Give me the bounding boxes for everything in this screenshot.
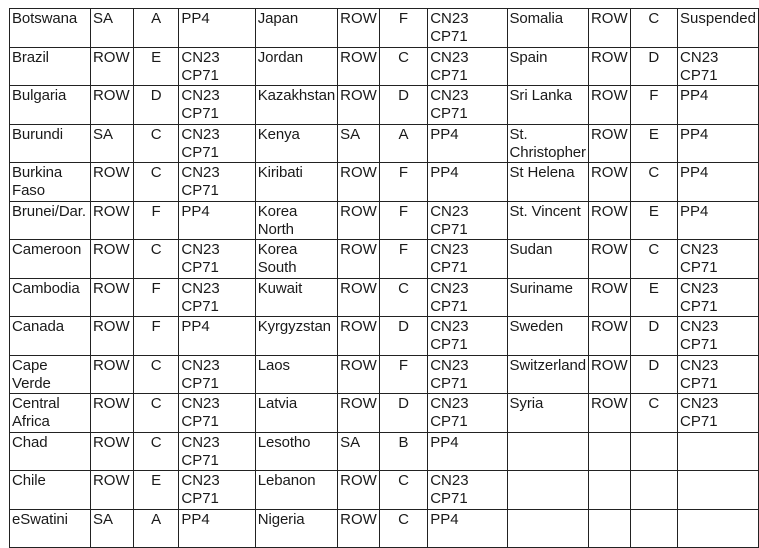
- form-cell: PP4: [428, 509, 507, 548]
- region-cell: ROW: [338, 240, 380, 279]
- form-cell: CN23 CP71: [678, 394, 759, 433]
- form-cell: CN23 CP71: [179, 278, 255, 317]
- table-row: [10, 394, 759, 433]
- country-cell: Latvia: [255, 394, 337, 433]
- form-cell: CN23 CP71: [179, 86, 255, 125]
- country-cell: St. Vincent: [507, 201, 588, 240]
- country-cell: [507, 509, 588, 548]
- region-cell: ROW: [588, 163, 630, 202]
- form-cell: CN23 CP71: [179, 163, 255, 202]
- group-cell: F: [133, 201, 178, 240]
- country-cell: Japan: [255, 9, 337, 48]
- form-cell: PP4: [179, 201, 255, 240]
- country-cell: Kuwait: [255, 278, 337, 317]
- region-cell: ROW: [338, 355, 380, 394]
- group-cell: E: [630, 124, 677, 163]
- group-cell: F: [379, 355, 427, 394]
- region-cell: [588, 509, 630, 548]
- region-cell: ROW: [338, 9, 380, 48]
- table-row: [10, 201, 759, 240]
- group-cell: [630, 432, 677, 471]
- form-cell: Suspended: [678, 9, 759, 48]
- country-cell: Sri Lanka: [507, 86, 588, 125]
- country-cell: Lebanon: [255, 471, 337, 510]
- country-cell: Lesotho: [255, 432, 337, 471]
- form-cell: CN23 CP71: [179, 432, 255, 471]
- group-cell: F: [133, 317, 178, 356]
- group-cell: A: [379, 124, 427, 163]
- group-cell: F: [379, 201, 427, 240]
- country-cell: [507, 471, 588, 510]
- group-cell: C: [379, 278, 427, 317]
- group-cell: [630, 509, 677, 548]
- country-cell: Burundi: [10, 124, 91, 163]
- country-cell: Brunei/Dar.: [10, 201, 91, 240]
- region-cell: ROW: [90, 47, 133, 86]
- group-cell: C: [133, 432, 178, 471]
- form-cell: CN23 CP71: [179, 355, 255, 394]
- group-cell: E: [630, 201, 677, 240]
- region-cell: ROW: [588, 124, 630, 163]
- group-cell: C: [133, 124, 178, 163]
- country-cell: [507, 432, 588, 471]
- region-cell: ROW: [338, 471, 380, 510]
- country-cell: Jordan: [255, 47, 337, 86]
- region-cell: ROW: [338, 201, 380, 240]
- country-cell: Syria: [507, 394, 588, 433]
- country-cell: Sudan: [507, 240, 588, 279]
- table-row: [10, 86, 759, 125]
- region-cell: SA: [338, 432, 380, 471]
- group-cell: A: [133, 509, 178, 548]
- country-cell: Switzerland: [507, 355, 588, 394]
- country-cell: Kiribati: [255, 163, 337, 202]
- table-row: [10, 240, 759, 279]
- region-cell: ROW: [90, 317, 133, 356]
- group-cell: E: [133, 471, 178, 510]
- form-cell: CN23 CP71: [179, 124, 255, 163]
- country-cell: Kazakhstan: [255, 86, 337, 125]
- form-cell: CN23 CP71: [179, 47, 255, 86]
- region-cell: ROW: [90, 278, 133, 317]
- region-cell: ROW: [338, 47, 380, 86]
- table-row: [10, 124, 759, 163]
- form-cell: CN23 CP71: [678, 240, 759, 279]
- country-cell: Spain: [507, 47, 588, 86]
- table-row: [10, 432, 759, 471]
- form-cell: PP4: [428, 163, 507, 202]
- country-cell: Chad: [10, 432, 91, 471]
- form-cell: PP4: [678, 201, 759, 240]
- form-cell: CN23 CP71: [428, 394, 507, 433]
- group-cell: D: [630, 355, 677, 394]
- country-postal-table-container: [9, 8, 759, 548]
- country-cell: Korea North: [255, 201, 337, 240]
- form-cell: CN23 CP71: [179, 394, 255, 433]
- country-cell: St. Christopher: [507, 124, 588, 163]
- group-cell: C: [379, 471, 427, 510]
- form-cell: CN23 CP71: [428, 355, 507, 394]
- group-cell: D: [379, 394, 427, 433]
- group-cell: C: [133, 355, 178, 394]
- table-body: [10, 9, 759, 548]
- region-cell: ROW: [90, 355, 133, 394]
- form-cell: CN23 CP71: [678, 278, 759, 317]
- form-cell: PP4: [678, 124, 759, 163]
- group-cell: F: [630, 86, 677, 125]
- country-cell: Canada: [10, 317, 91, 356]
- country-cell: Brazil: [10, 47, 91, 86]
- group-cell: D: [379, 86, 427, 125]
- country-cell: Kyrgyzstan: [255, 317, 337, 356]
- form-cell: CN23 CP71: [678, 47, 759, 86]
- country-cell: Central Africa: [10, 394, 91, 433]
- country-cell: eSwatini: [10, 509, 91, 548]
- table-row: [10, 9, 759, 48]
- group-cell: C: [379, 47, 427, 86]
- region-cell: ROW: [90, 240, 133, 279]
- region-cell: ROW: [588, 355, 630, 394]
- form-cell: CN23 CP71: [428, 201, 507, 240]
- form-cell: [678, 432, 759, 471]
- group-cell: C: [630, 394, 677, 433]
- country-cell: Nigeria: [255, 509, 337, 548]
- region-cell: ROW: [588, 86, 630, 125]
- group-cell: C: [630, 163, 677, 202]
- table-row: [10, 317, 759, 356]
- form-cell: PP4: [678, 86, 759, 125]
- region-cell: [588, 432, 630, 471]
- region-cell: ROW: [90, 394, 133, 433]
- form-cell: CN23 CP71: [678, 317, 759, 356]
- group-cell: B: [379, 432, 427, 471]
- form-cell: CN23 CP71: [428, 317, 507, 356]
- form-cell: CN23 CP71: [179, 471, 255, 510]
- region-cell: ROW: [90, 163, 133, 202]
- table-row: [10, 509, 759, 548]
- region-cell: SA: [90, 9, 133, 48]
- group-cell: C: [133, 240, 178, 279]
- form-cell: PP4: [678, 163, 759, 202]
- form-cell: CN23 CP71: [428, 240, 507, 279]
- region-cell: SA: [90, 124, 133, 163]
- region-cell: SA: [338, 124, 380, 163]
- form-cell: CN23 CP71: [678, 355, 759, 394]
- region-cell: ROW: [588, 201, 630, 240]
- region-cell: ROW: [588, 394, 630, 433]
- region-cell: ROW: [338, 317, 380, 356]
- country-cell: Cape Verde: [10, 355, 91, 394]
- region-cell: ROW: [338, 394, 380, 433]
- form-cell: [678, 509, 759, 548]
- group-cell: F: [379, 163, 427, 202]
- region-cell: ROW: [588, 278, 630, 317]
- form-cell: CN23 CP71: [428, 86, 507, 125]
- group-cell: E: [133, 47, 178, 86]
- country-postal-table: [9, 8, 759, 548]
- country-cell: Kenya: [255, 124, 337, 163]
- group-cell: F: [379, 9, 427, 48]
- group-cell: [630, 471, 677, 510]
- form-cell: [678, 471, 759, 510]
- country-cell: Bulgaria: [10, 86, 91, 125]
- country-cell: Cambodia: [10, 278, 91, 317]
- region-cell: ROW: [338, 163, 380, 202]
- form-cell: PP4: [179, 9, 255, 48]
- country-cell: Chile: [10, 471, 91, 510]
- group-cell: C: [133, 163, 178, 202]
- country-cell: Korea South: [255, 240, 337, 279]
- country-cell: Cameroon: [10, 240, 91, 279]
- region-cell: ROW: [90, 471, 133, 510]
- table-row: [10, 278, 759, 317]
- form-cell: CN23 CP71: [428, 278, 507, 317]
- table-row: [10, 355, 759, 394]
- region-cell: ROW: [338, 278, 380, 317]
- form-cell: PP4: [428, 124, 507, 163]
- region-cell: SA: [90, 509, 133, 548]
- form-cell: CN23 CP71: [428, 47, 507, 86]
- form-cell: CN23 CP71: [428, 471, 507, 510]
- country-cell: Suriname: [507, 278, 588, 317]
- group-cell: F: [379, 240, 427, 279]
- country-cell: Somalia: [507, 9, 588, 48]
- group-cell: D: [630, 47, 677, 86]
- region-cell: ROW: [90, 432, 133, 471]
- country-cell: Laos: [255, 355, 337, 394]
- group-cell: C: [133, 394, 178, 433]
- region-cell: ROW: [588, 240, 630, 279]
- group-cell: D: [630, 317, 677, 356]
- region-cell: ROW: [90, 86, 133, 125]
- form-cell: CN23 CP71: [428, 9, 507, 48]
- region-cell: ROW: [588, 47, 630, 86]
- form-cell: PP4: [179, 509, 255, 548]
- group-cell: C: [630, 240, 677, 279]
- region-cell: [588, 471, 630, 510]
- region-cell: ROW: [338, 86, 380, 125]
- group-cell: E: [630, 278, 677, 317]
- table-row: [10, 163, 759, 202]
- region-cell: ROW: [90, 201, 133, 240]
- region-cell: ROW: [338, 509, 380, 548]
- group-cell: F: [133, 278, 178, 317]
- table-row: [10, 471, 759, 510]
- region-cell: ROW: [588, 9, 630, 48]
- form-cell: PP4: [179, 317, 255, 356]
- form-cell: PP4: [428, 432, 507, 471]
- country-cell: Botswana: [10, 9, 91, 48]
- group-cell: A: [133, 9, 178, 48]
- country-cell: Burkina Faso: [10, 163, 91, 202]
- country-cell: Sweden: [507, 317, 588, 356]
- table-row: [10, 47, 759, 86]
- region-cell: ROW: [588, 317, 630, 356]
- group-cell: D: [379, 317, 427, 356]
- group-cell: C: [630, 9, 677, 48]
- country-cell: St Helena: [507, 163, 588, 202]
- form-cell: CN23 CP71: [179, 240, 255, 279]
- group-cell: C: [379, 509, 427, 548]
- group-cell: D: [133, 86, 178, 125]
